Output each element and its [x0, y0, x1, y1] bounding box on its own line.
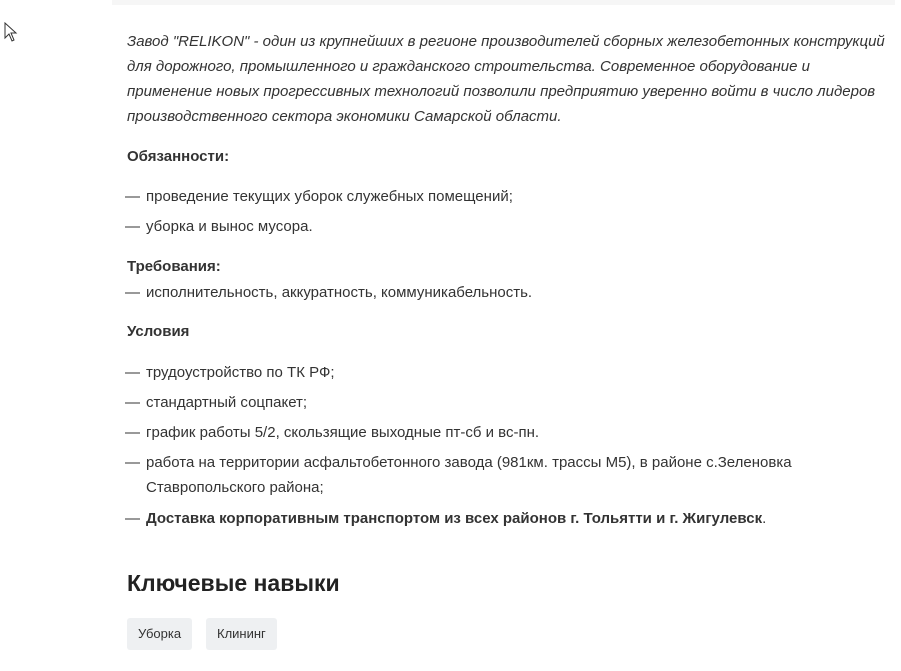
list-item: — проведение текущих уборок служебных помещений;: [125, 188, 513, 205]
list-item: — Доставка корпоративным транспортом из всех районов г. Тольятти и г. Жигулевск.: [125, 510, 767, 527]
requirements-heading: Требования:: [127, 258, 221, 275]
mouse-cursor-icon: [4, 22, 18, 42]
conditions-heading: Условия: [127, 323, 190, 340]
list-item: — работа на территории асфальтобетонного завода (981км. трассы М5), в районе с.Зеленовка Ставропольского района;: [125, 454, 792, 496]
transport-note: Доставка корпоративным транспортом из всех районов г. Тольятти и г. Жигулевск: [146, 510, 763, 527]
list-item: — трудоустройство по ТК РФ;: [125, 364, 335, 381]
skill-tag: Клининг: [206, 618, 277, 650]
skill-tag: Уборка: [127, 618, 192, 650]
company-description: Завод "RELIKON" - один из крупнейших в регионе производителей сборных железобетонных конструкций для дорожного, промышленного и гражданского строительства. Современное оборудование и применение новых прогрессивных технологий позволили предприятию уверенно войти в число лидеров производственного сектора экономики Самарской области.: [127, 33, 885, 125]
list-item: — уборка и вынос мусора.: [125, 218, 313, 235]
key-skills-heading: Ключевые навыки: [127, 570, 340, 596]
duties-heading: Обязанности:: [127, 148, 230, 165]
list-item: — исполнительность, аккуратность, коммуникабельность.: [125, 284, 533, 301]
list-item: — график работы 5/2, скользящие выходные пт-сб и вс-пн.: [125, 424, 540, 441]
top-bar: [112, 0, 895, 5]
list-item: — стандартный соцпакет;: [125, 394, 308, 411]
